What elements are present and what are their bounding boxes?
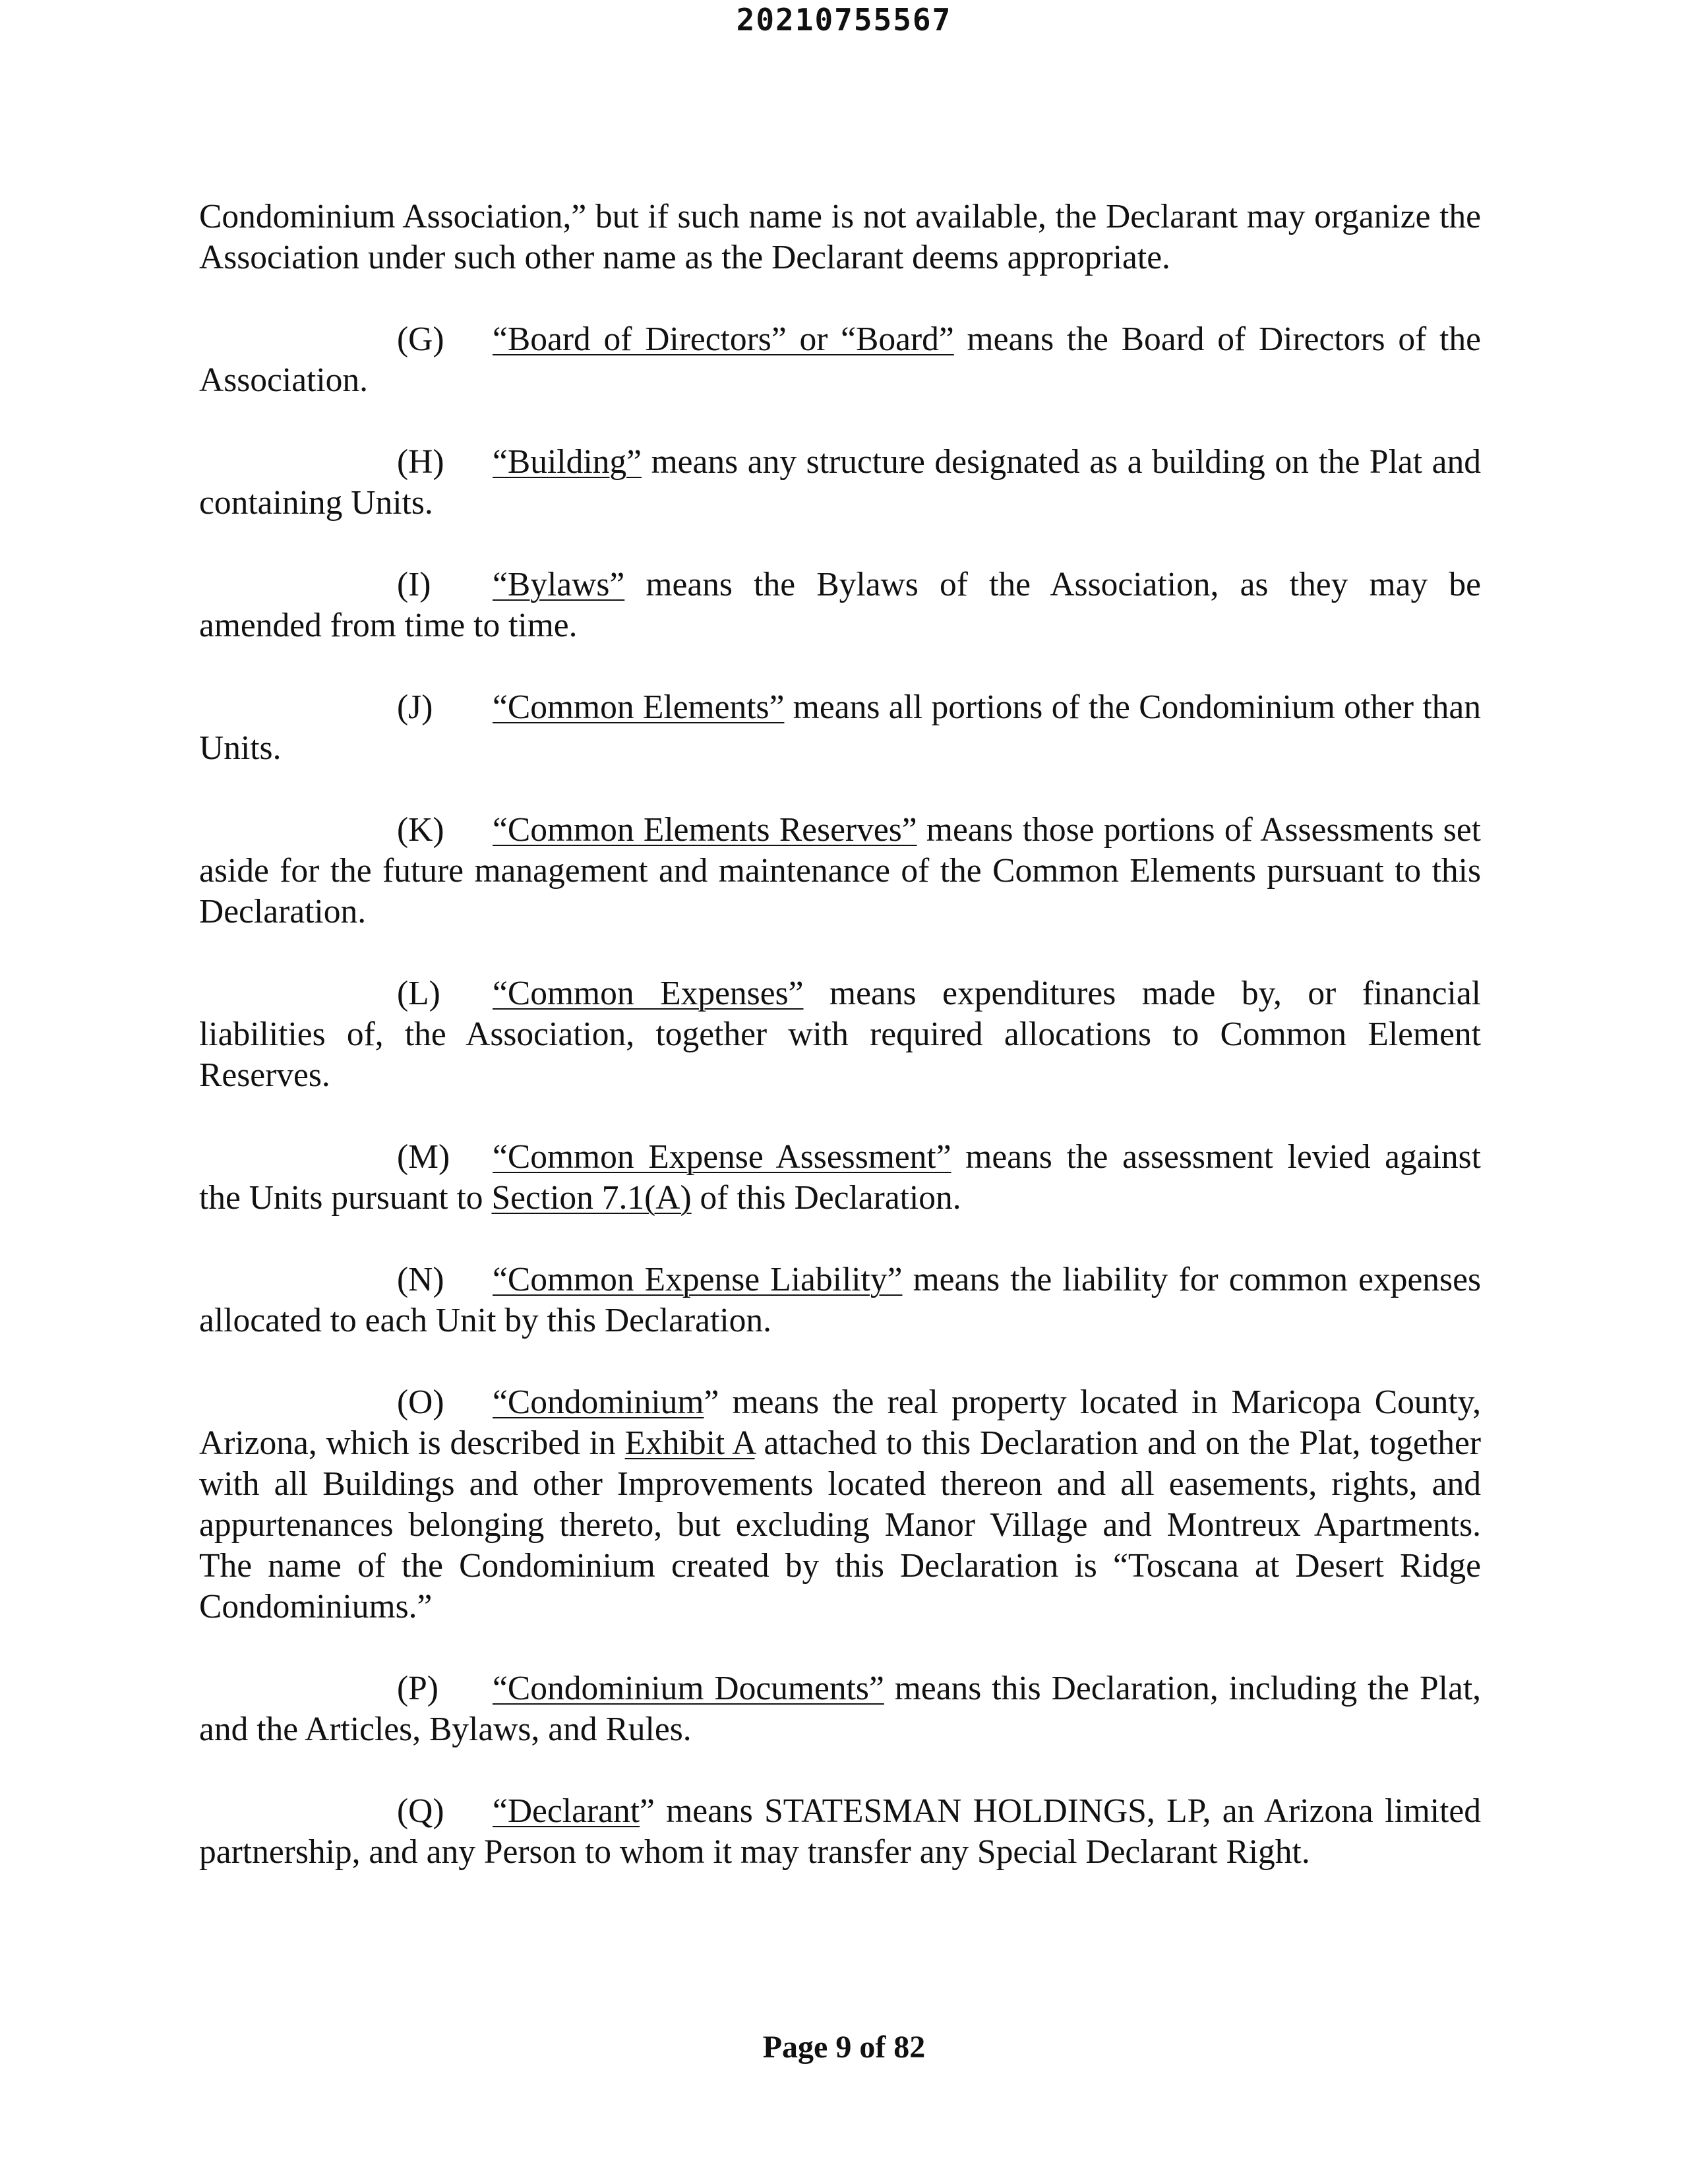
- document-body: [199, 197, 1481, 1914]
- definition-j: [199, 687, 1481, 769]
- definition-text: means the Board of Directors of the Association.: [199, 320, 1481, 399]
- definition-text: means all portions of the Condominium other than Units.: [199, 688, 1482, 767]
- defined-term: “Bylaws”: [493, 566, 625, 603]
- definition-label: (N): [397, 1261, 444, 1298]
- defined-term: “Common Elements Reserves”: [493, 811, 917, 849]
- definition-label: (M): [397, 1138, 450, 1176]
- definition-p: [199, 1668, 1481, 1750]
- definition-text-end: of this Declaration.: [691, 1179, 961, 1217]
- document-number: 20210755567: [736, 2, 952, 38]
- definition-label: (H): [397, 443, 444, 481]
- defined-term: “Common Elements”: [493, 688, 785, 726]
- definition-label: (G): [397, 320, 444, 358]
- definition-text: means the liability for common expenses allocated to each Unit by this Declaration.: [199, 1261, 1482, 1339]
- definition-text: ” means STATESMAN HOLDINGS, LP, an Arizona limited partnership, and any Person to whom it may transfer any Special Declarant Right.: [199, 1792, 1481, 1871]
- definition-text: means those portions of Assessments set aside for the future management and maintenance of the Common Elements pursuant to this Declaration.: [199, 811, 1481, 930]
- definition-text: means the Bylaws of the Association, as they may be amended from time to time.: [199, 566, 1481, 644]
- defined-term: “Condominium Documents”: [493, 1670, 884, 1707]
- defined-term: “Common Expense Assessment”: [493, 1138, 951, 1176]
- definition-i: [199, 564, 1481, 646]
- defined-term: “Common Expense Liability”: [493, 1261, 903, 1298]
- definition-o: [199, 1382, 1481, 1627]
- definition-label: (O): [397, 1383, 444, 1421]
- definition-text: means the assessment levied against the Units pursuant to: [199, 1138, 1481, 1217]
- definition-text-end: attached to this Declaration and on the Plat, together with all Buildings and other Improvements located thereon and all easements, rights, and appurtenances belonging thereto, but excluding Manor Village and Montreux Apartments. The name of the Condominium created by this Declaration is “Toscana at Desert Ridge Condominiums.”: [199, 1424, 1481, 1625]
- defined-term: “Common Expenses”: [493, 975, 804, 1012]
- definition-label: (L): [397, 975, 440, 1012]
- definition-text: means any structure designated as a building on the Plat and containing Units.: [199, 443, 1481, 522]
- definition-h: [199, 442, 1481, 524]
- defined-term: “Declarant: [493, 1792, 640, 1830]
- page-number: Page 9 of 82: [762, 2030, 926, 2065]
- definition-text: means expenditures made by, or financial liabilities of, the Association, together with required allocations to Common Element Reserves.: [199, 975, 1481, 1094]
- definition-label: (Q): [397, 1792, 444, 1830]
- definition-label: (K): [397, 811, 444, 849]
- defined-term: “Building”: [493, 443, 642, 481]
- section-reference: Section 7.1(A): [491, 1179, 692, 1217]
- continuation-paragraph: [199, 197, 1481, 278]
- definition-text: ” means the real property located in Maricopa County, Arizona, which is described in: [199, 1383, 1481, 1462]
- definition-n: [199, 1259, 1481, 1341]
- definition-text: means this Declaration, including the Plat, and the Articles, Bylaws, and Rules.: [199, 1670, 1481, 1748]
- definition-q: [199, 1791, 1481, 1873]
- defined-term: “Condominium: [493, 1383, 704, 1421]
- definition-label: (I): [397, 566, 431, 603]
- definition-g: [199, 319, 1481, 401]
- exhibit-reference: Exhibit A: [624, 1424, 755, 1462]
- definition-k: [199, 810, 1481, 932]
- definition-label: (J): [397, 688, 433, 726]
- defined-term: “Board of Directors” or “Board”: [493, 320, 954, 358]
- continuation-text: Condominium Association,” but if such name is not available, the Declarant may organize the Association under such other name as the Declarant deems appropriate.: [199, 198, 1481, 276]
- definition-l: [199, 973, 1481, 1096]
- definition-m: [199, 1137, 1481, 1219]
- definition-label: (P): [397, 1670, 438, 1707]
